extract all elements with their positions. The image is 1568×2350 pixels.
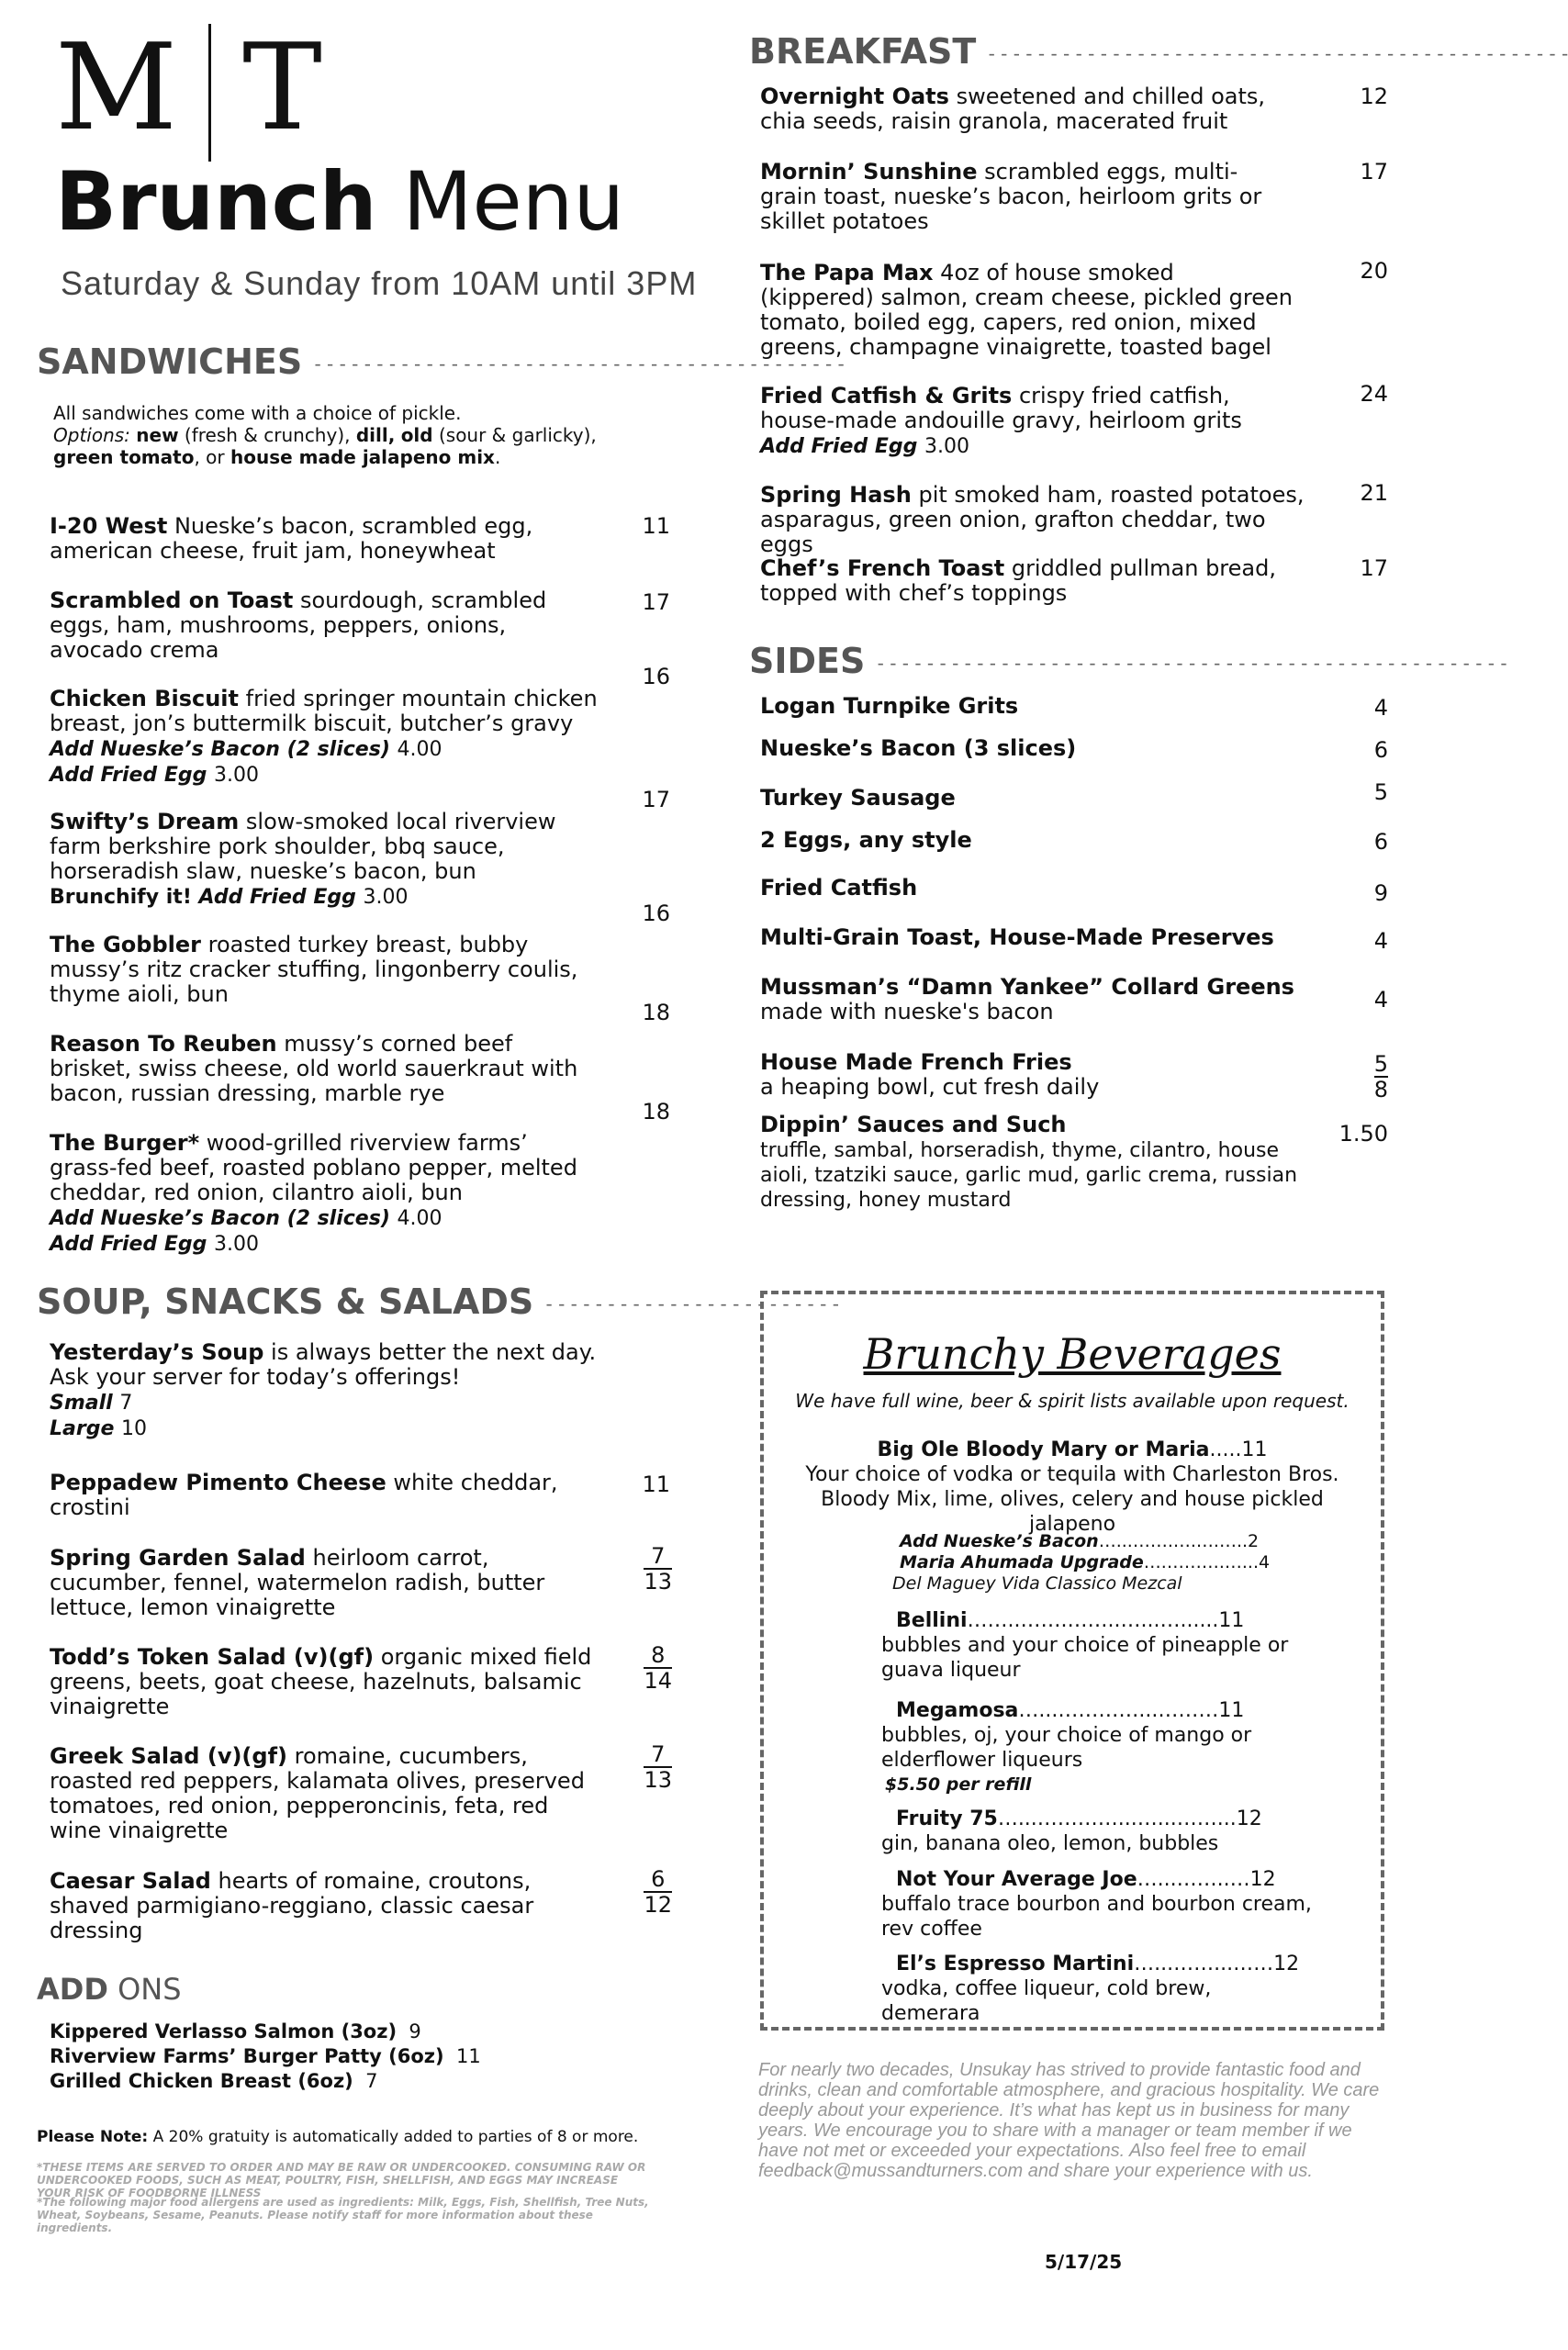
raw-warning: *THESE ITEMS ARE SERVED TO ORDER AND MAY BE RAW OR UNDERCOOKED. CONSUMING RAW OR UNDERCOOKED FOODS, SUCH AS MEAT, POULTRY, FISH, SHELLFISH, AND EGGS MAY INCREASE YOUR RISK OF FOODBORNE ILLNESS: [37, 2161, 646, 2199]
bloody-addon-price: 4: [1258, 1552, 1271, 1572]
addon-price: 11: [455, 2045, 481, 2067]
dot-leader: ….……….…...: [1143, 1552, 1259, 1572]
item-name: Overnight Oats: [760, 84, 949, 109]
item-desc: sweetened and chilled oats, chia seeds, raisin granola, macerated fruit: [760, 84, 1265, 134]
item-price: 6: [1373, 829, 1388, 855]
add-on-label: Add Fried Egg: [50, 764, 207, 787]
addons-heading-bold: ADD: [37, 1972, 108, 2007]
item-price: 1.50: [1338, 1121, 1388, 1147]
beverage-price: 12: [1249, 1868, 1276, 1891]
menu-item: [50, 1869, 600, 1943]
item-name: 2 Eggs, any style: [760, 827, 972, 853]
beverage-desc: Your choice of vodka or tequila with Charleston Bros. Bloody Mix, lime, olives, celery and house pickled jalapeno: [805, 1463, 1339, 1536]
price-small: 7: [644, 1544, 672, 1570]
size-label: Large: [50, 1417, 115, 1440]
price-large: 14: [644, 1668, 672, 1694]
addons-heading: [37, 1972, 182, 2007]
intro-line-1: All sandwiches come with a choice of pickle.: [53, 402, 462, 424]
item-name: I-20 West: [50, 513, 168, 539]
beverage-desc: gin, banana oleo, lemon, bubbles: [881, 1832, 1219, 1855]
add-on-label: Add Nueske’s Bacon (2 slices): [50, 1207, 390, 1230]
price-small: 5: [1373, 1051, 1388, 1077]
item-name: Fried Catfish: [760, 875, 918, 901]
bloody-addons: [900, 1531, 1359, 1573]
addon-price: 7: [365, 2070, 378, 2092]
beverage-name-row: [881, 1807, 1313, 1831]
addon-name: Grilled Chicken Breast (6oz): [50, 2070, 353, 2092]
menu-item: [50, 588, 600, 663]
item-price: 12: [1360, 84, 1388, 109]
beverage-price: 11: [1218, 1699, 1245, 1722]
item-name: Spring Garden Salad: [50, 1545, 306, 1571]
beverage-price: 12: [1236, 1807, 1262, 1830]
item-name: The Gobbler: [50, 932, 201, 957]
menu-date: 5/17/25: [1045, 2251, 1123, 2273]
item-name: Scrambled on Toast: [50, 588, 294, 613]
item-price: [635, 1544, 672, 1595]
item-price: 17: [642, 787, 670, 812]
item-name: Yesterday’s Soup: [50, 1339, 264, 1365]
menu-item: [50, 1032, 600, 1106]
add-on-price: 4.00: [397, 1207, 442, 1230]
item-desc: wood-grilled riverview farms’ grass-fed beef, roasted poblano pepper, melted cheddar, red onion, cilantro aioli, bun: [50, 1130, 577, 1205]
menu-item: [760, 84, 1293, 134]
beverage-item: [881, 1608, 1313, 1683]
item-price: 18: [642, 1000, 670, 1025]
logo-right-letter: T: [242, 17, 326, 157]
menu-item: [50, 1744, 600, 1843]
size-price: 7: [119, 1392, 133, 1415]
bloody-addon-price: 2: [1248, 1531, 1260, 1551]
beverage-item: [881, 1952, 1313, 2026]
gratuity-label: Please Note:: [37, 2128, 149, 2146]
beverage-desc: bubbles and your choice of pineapple or guava liqueur: [881, 1634, 1289, 1682]
menu-item: [50, 1471, 600, 1520]
item-name: The Burger*: [50, 1130, 200, 1156]
add-on-price: 3.00: [363, 886, 409, 909]
dot-leader: ……..…….……..…...…......: [967, 1609, 1219, 1632]
menu-item: [50, 514, 600, 564]
beverage-name-row: [778, 1438, 1366, 1462]
dot-leader: …...…………...………: [1018, 1699, 1219, 1722]
item-name: Chicken Biscuit: [50, 686, 240, 711]
item-price: 4: [1373, 695, 1388, 721]
gratuity-text: A 20% gratuity is automatically added to parties of 8 or more.: [152, 2128, 639, 2146]
item-name: Chef’s French Toast: [760, 555, 1005, 581]
item-price: 16: [642, 664, 670, 689]
addons-list: [50, 2020, 481, 2094]
breakfast-heading: [749, 31, 1568, 72]
title-bold: Brunch: [55, 154, 377, 249]
item-name: Peppadew Pimento Cheese: [50, 1470, 386, 1495]
allergen-note: *The following major food allergens are used as ingredients: Milk, Eggs, Fish, Shellfish, Tree Nuts, Wheat, Soybeans, Sesame, Peanuts. Please notify staff for more information about these ingredients.: [37, 2196, 649, 2234]
pickle-green-tomato: green tomato: [53, 446, 195, 468]
item-name: House Made French Fries: [760, 1049, 1072, 1075]
price-small: 6: [644, 1867, 672, 1893]
price-small: 8: [644, 1643, 672, 1669]
refill-note: $5.50 per refill: [885, 1774, 1032, 1795]
logo-divider: [208, 24, 211, 162]
size-label: Small: [50, 1392, 113, 1415]
item-price: 17: [1360, 555, 1388, 581]
beverage-name-row: [881, 1608, 1313, 1633]
bloody-addon-name: Add Nueske’s Bacon: [900, 1531, 1099, 1551]
add-on-price: 3.00: [214, 1233, 259, 1256]
side-item: [760, 828, 1293, 853]
beverages-title: Brunchy Beverages: [863, 1329, 1282, 1379]
sandwiches-heading: [37, 341, 845, 382]
menu-item: [760, 160, 1293, 234]
item-desc: fried springer mountain chicken breast, jon’s buttermilk biscuit, butcher’s gravy: [50, 686, 598, 736]
beverage-desc: bubbles, oj, your choice of mango or elderflower liqueurs: [881, 1724, 1252, 1772]
intro-line-2: [53, 424, 641, 446]
side-item: [760, 1050, 1311, 1100]
beverage-name-row: [881, 1867, 1313, 1892]
mezcal-note: Del Maguey Vida Classico Mezcal: [892, 1573, 1182, 1594]
bloody-addon-name: Maria Ahumada Upgrade: [900, 1552, 1144, 1572]
beverage-desc: buffalo trace bourbon and bourbon cream, rev coffee: [881, 1893, 1312, 1941]
bloody-addon-row: [900, 1552, 1359, 1573]
item-price: 17: [1360, 159, 1388, 185]
beverage-price: 12: [1273, 1953, 1300, 1975]
beverage-item: [881, 1807, 1313, 1856]
item-desc: sourdough, scrambled eggs, ham, mushrooms, peppers, onions, avocado crema: [50, 588, 547, 663]
beverage-price: 11: [1241, 1438, 1268, 1461]
menu-item: [760, 483, 1311, 557]
item-desc: heirloom carrot, cucumber, fennel, watermelon radish, butter lettuce, lemon vinaigrette: [50, 1545, 545, 1620]
item-name: Mussman’s “Damn Yankee” Collard Greens: [760, 974, 1294, 1000]
brunchify-label: Brunchify it!: [50, 886, 192, 909]
item-desc: romaine, cucumbers, roasted red peppers, kalamata olives, preserved tomatoes, red onion, pepperoncinis, feta, red wine vinaigrette: [50, 1743, 585, 1843]
sides-heading: [749, 641, 1507, 681]
side-item: [760, 694, 1293, 719]
item-desc: pit smoked ham, roasted potatoes, asparagus, green onion, grafton cheddar, two eggs: [760, 482, 1305, 557]
item-price: 18: [642, 1099, 670, 1125]
add-on-label: Add Fried Egg: [198, 886, 356, 909]
addon-row: [50, 2044, 481, 2069]
menu-item: [50, 687, 600, 788]
size-price: 10: [121, 1417, 148, 1440]
addon-name: Riverview Farms’ Burger Patty (6oz): [50, 2045, 444, 2067]
addon-name: Kippered Verlasso Salmon (3oz): [50, 2020, 398, 2042]
intro-or: , or: [194, 446, 225, 468]
side-item: [760, 975, 1311, 1024]
menu-item: [50, 1645, 600, 1719]
price-large: 13: [644, 1767, 672, 1793]
item-price: 11: [642, 513, 670, 539]
menu-item: [760, 384, 1293, 459]
gratuity-note: [37, 2128, 638, 2146]
divider-dashes: - - - - - - - - - - - - - - - - - - - - - - - -: [545, 1292, 839, 1315]
divider-dashes: - - - - - - - - - - - - - - - - - - - - - - - - - - - - - - - - - - - - - - - - - - - - - - - - - - -: [877, 652, 1507, 675]
item-name: Reason To Reuben: [50, 1031, 277, 1057]
soup-heading: [37, 1281, 839, 1322]
beverage-name-row: [881, 1952, 1313, 1976]
item-name: Mornin’ Sunshine: [760, 159, 978, 185]
beverage-bloody: [778, 1438, 1366, 1537]
beverage-name: Megamosa: [896, 1699, 1019, 1722]
item-name: Todd’s Token Salad (v)(gf): [50, 1644, 375, 1670]
soup-heading-text: SOUP, SNACKS & SALADS: [37, 1281, 534, 1322]
sides-heading-text: SIDES: [749, 641, 866, 681]
menu-item: [50, 1546, 600, 1620]
add-on-label: Add Fried Egg: [50, 1233, 207, 1256]
side-item: [760, 786, 1293, 811]
addon-row: [50, 2069, 481, 2094]
dot-leader: …...……...……: [1134, 1953, 1274, 1975]
divider-dashes: - - - - - - - - - - - - - - - - - - - - - - - - - - - - - - - - - - - - - - - - - - - - - - -: [988, 42, 1568, 65]
side-item: [760, 736, 1293, 761]
item-desc: griddled pullman bread, topped with chef’s toppings: [760, 555, 1276, 606]
sandwiches-heading-text: SANDWICHES: [37, 341, 303, 382]
item-price: 6: [1373, 737, 1388, 763]
item-name: Nueske’s Bacon (3 slices): [760, 735, 1077, 761]
beverage-name-row: [881, 1698, 1313, 1723]
menu-item: [50, 1131, 600, 1257]
item-price: 4: [1373, 987, 1388, 1013]
item-desc: is always better the next day. Ask your server for today’s offerings!: [50, 1339, 597, 1390]
menu-item: [760, 556, 1293, 606]
dot-leader: …...……..…: [1137, 1868, 1250, 1891]
beverage-price: 11: [1218, 1609, 1245, 1632]
beverage-name: El’s Espresso Martini: [896, 1953, 1135, 1975]
beverage-name: Not Your Average Joe: [896, 1868, 1137, 1891]
add-on-price: 3.00: [214, 764, 259, 787]
item-desc: Nueske’s bacon, scrambled egg, american cheese, fruit jam, honeywheat: [50, 513, 533, 564]
side-item: [760, 876, 1293, 901]
item-price: 21: [1360, 480, 1388, 506]
item-name: Spring Hash: [760, 482, 912, 508]
sandwiches-intro: [53, 402, 641, 468]
beverage-desc: vodka, coffee liqueur, cold brew, demerara: [881, 1977, 1212, 2025]
addon-row: [50, 2020, 481, 2044]
beverage-item: [881, 1867, 1313, 1942]
pickle-jalapeno: house made jalapeno mix: [230, 446, 495, 468]
side-item: [760, 925, 1329, 950]
item-desc: truffle, sambal, horseradish, thyme, cilantro, house aioli, tzatziki sauce, garlic mud, garlic crema, russian dressing, honey mustard: [760, 1139, 1298, 1212]
bloody-addon-row: [900, 1531, 1359, 1552]
dot-leader: .....: [1209, 1438, 1242, 1461]
item-price: 16: [642, 901, 670, 926]
page-title: [55, 154, 625, 249]
logo: [55, 17, 326, 165]
side-item: [760, 1113, 1311, 1212]
brunch-hours: Saturday & Sunday from 10AM until 3PM: [61, 264, 698, 302]
item-price: 4: [1373, 928, 1388, 954]
addons-heading-rest: ONS: [118, 1972, 182, 2007]
item-name: Dippin’ Sauces and Such: [760, 1112, 1067, 1137]
item-price: [635, 1643, 672, 1694]
item-price: 24: [1360, 381, 1388, 407]
beverage-item: [881, 1698, 1313, 1797]
item-price: [635, 1742, 672, 1793]
item-name: Swifty’s Dream: [50, 809, 240, 834]
item-desc: slow-smoked local riverview farm berkshire pork shoulder, bbq sauce, horseradish slaw, nueske’s bacon, bun: [50, 809, 556, 884]
item-name: Fried Catfish & Grits: [760, 383, 1013, 408]
pickle-new-desc: (fresh & crunchy),: [184, 424, 351, 446]
intro-period: .: [494, 446, 501, 468]
item-name: The Papa Max: [760, 260, 934, 285]
price-small: 7: [644, 1742, 672, 1768]
logo-left-letter: M: [55, 17, 182, 157]
item-name: Multi-Grain Toast, House-Made Preserves: [760, 924, 1274, 950]
item-price: 17: [642, 589, 670, 615]
item-name: Greek Salad (v)(gf): [50, 1743, 287, 1769]
item-desc: white cheddar, crostini: [50, 1470, 558, 1520]
add-on-price: 3.00: [924, 435, 969, 458]
item-desc: scrambled eggs, multi-grain toast, nueske’s bacon, heirloom grits or skillet potatoes: [760, 159, 1262, 234]
add-on-label: Add Nueske’s Bacon (2 slices): [50, 738, 390, 761]
price-large: 8: [1373, 1077, 1388, 1102]
intro-line-3: [53, 446, 641, 468]
divider-dashes: - - - - - - - - - - - - - - - - - - - - - - - - - - - - - - - - - - - - - - - - - - -: [314, 352, 845, 375]
beverage-name: Bellini: [896, 1609, 968, 1632]
title-rest: Menu: [402, 154, 625, 249]
item-name: Turkey Sausage: [760, 785, 956, 811]
item-desc: hearts of romaine, croutons, shaved parmigiano-reggiano, classic caesar dressing: [50, 1868, 534, 1943]
item-desc: a heaping bowl, cut fresh daily: [760, 1074, 1100, 1100]
pickle-old-desc: (sour & garlicky),: [438, 424, 597, 446]
item-desc: roasted turkey breast, bubby mussy’s ritz cracker stuffing, lingonberry coulis, thyme aioli, bun: [50, 932, 578, 1007]
item-desc: made with nueske's bacon: [760, 999, 1054, 1024]
beverage-name: Big Ole Bloody Mary or Maria: [877, 1438, 1210, 1461]
item-name: Logan Turnpike Grits: [760, 693, 1019, 719]
dot-leader: …...…………...…...……...: [997, 1807, 1237, 1830]
breakfast-heading-text: BREAKFAST: [749, 31, 977, 72]
item-desc: crispy fried catfish, house-made andouille gravy, heirloom grits: [760, 383, 1242, 433]
item-desc: organic mixed field greens, beets, goat cheese, hazelnuts, balsamic vinaigrette: [50, 1644, 592, 1719]
item-price: 5: [1373, 779, 1388, 805]
dot-leader: …...…….….….…..: [1098, 1531, 1249, 1551]
item-desc: mussy’s corned beef brisket, swiss cheese, old world sauerkraut with bacon, russian dressing, marble rye: [50, 1031, 578, 1106]
item-desc: 4oz of house smoked (kippered) salmon, cream cheese, pickled green tomato, boiled egg, capers, red onion, mixed greens, champagne vinaigrette, toasted bagel: [760, 260, 1293, 360]
item-price: [1359, 1052, 1388, 1102]
soup-item: [50, 1340, 600, 1441]
item-price: 11: [642, 1472, 670, 1497]
beverage-name: Fruity 75: [896, 1807, 998, 1830]
item-name: Caesar Salad: [50, 1868, 211, 1894]
add-on-label: Add Fried Egg: [760, 435, 918, 458]
options-label: Options:: [53, 424, 130, 446]
beverages-subtitle: We have full wine, beer & spirit lists available upon request.: [795, 1390, 1350, 1412]
price-large: 13: [644, 1569, 672, 1595]
item-price: 9: [1373, 880, 1388, 906]
item-price: [635, 1867, 672, 1918]
pickle-old: old: [400, 424, 433, 446]
pickle-dill: dill,: [355, 424, 396, 446]
item-price: 20: [1360, 258, 1388, 284]
addon-price: 9: [409, 2020, 421, 2042]
menu-item: [50, 810, 600, 910]
menu-item: [760, 261, 1293, 360]
menu-item: [50, 933, 600, 1007]
pickle-new: new: [136, 424, 179, 446]
closing-message: For nearly two decades, Unsukay has strived to provide fantastic food and drinks, clean and comfortable atmosphere, and gracious hospitality. We care deeply about your experience. It’s what has kept us in business for many years. We encourage you to share with a manager or team member if we have not met or exceeded your expectations. Also feel free to email feedback@mussandturners.com and share your experience with us.: [758, 2060, 1380, 2181]
add-on-price: 4.00: [397, 738, 442, 761]
price-large: 12: [644, 1892, 672, 1918]
